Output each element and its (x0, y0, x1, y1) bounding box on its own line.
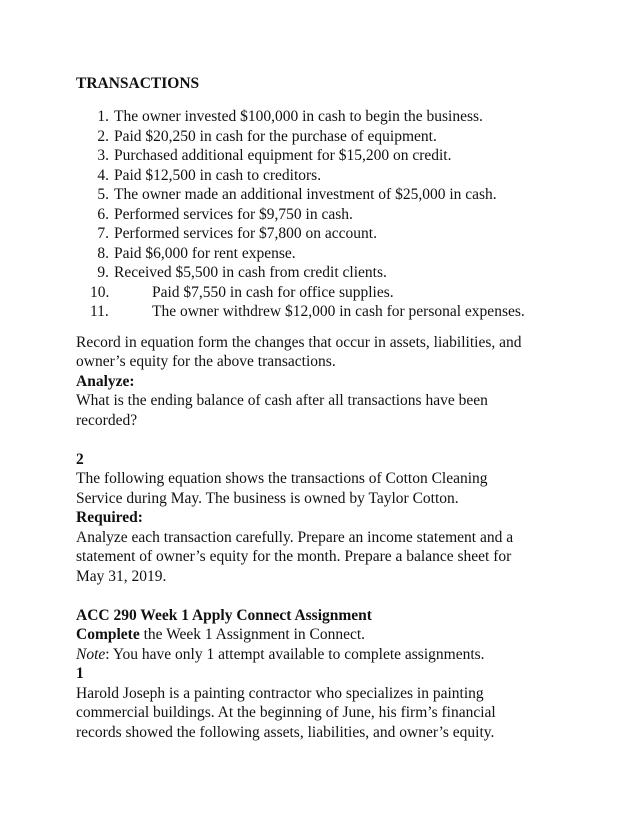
list-item: 7. Performed services for $7,800 on account. (97, 225, 377, 242)
harold-joseph-paragraph: Harold Joseph is a painting contractor who specializes in painting commercial buildings. At the beginning of June, his firm’s financial records showed the following assets, liabilities, and owner’s equity. (76, 684, 496, 741)
instruction-text: Record in equation form the changes that occur in assets, liabilities, and owner’s equity for the above transactions. (76, 333, 522, 370)
list-item: 10. Paid $7,550 in cash for office supplies. (90, 283, 394, 301)
transactions-heading: TRANSACTIONS (76, 75, 200, 92)
transactions-list (76, 107, 576, 322)
analyze-question: What is the ending balance of cash after all transactions have been recorded? (76, 392, 488, 429)
list-item: 2. Paid $20,250 in cash for the purchase of equipment. (97, 127, 437, 145)
analyze-label: Analyze: (76, 372, 135, 390)
list-item: 8. Paid $6,000 for rent expense. (97, 244, 296, 262)
list-item: 3. Purchased additional equipment for $15,200 on credit. (97, 147, 452, 164)
assignment-title: ACC 290 Week 1 Apply Connect Assignment (76, 606, 372, 624)
list-item: 4. Paid $12,500 in cash to creditors. (97, 166, 322, 184)
required-label: Required: (76, 509, 143, 526)
complete-instruction: Complete the Week 1 Assignment in Connect. (76, 626, 366, 643)
required-text: Analyze each transaction carefully. Prepare an income statement and a statement of owner’s equity for the month. Prepare a balance sheet for May 31, 2019. (76, 528, 514, 585)
list-item: 1. The owner invested $100,000 in cash to begin the business. (97, 108, 483, 125)
document-page (76, 74, 576, 742)
list-item: 11. The owner withdrew $12,000 in cash for personal expenses. (90, 303, 525, 320)
list-item: 6. Performed services for $9,750 in cash. (97, 205, 353, 223)
section-2-description: The following equation shows the transactions of Cotton Cleaning Service during May. The business is owned by Taylor Cotton. (76, 470, 488, 507)
list-item: 9. Received $5,500 in cash from credit clients. (97, 264, 387, 281)
note-text: Note: You have only 1 attempt available to complete assignments. (76, 645, 485, 663)
section-3-number: 1 (76, 665, 84, 682)
section-2-number: 2 (76, 450, 84, 468)
list-item: 5. The owner made an additional investment of $25,000 in cash. (97, 186, 497, 203)
